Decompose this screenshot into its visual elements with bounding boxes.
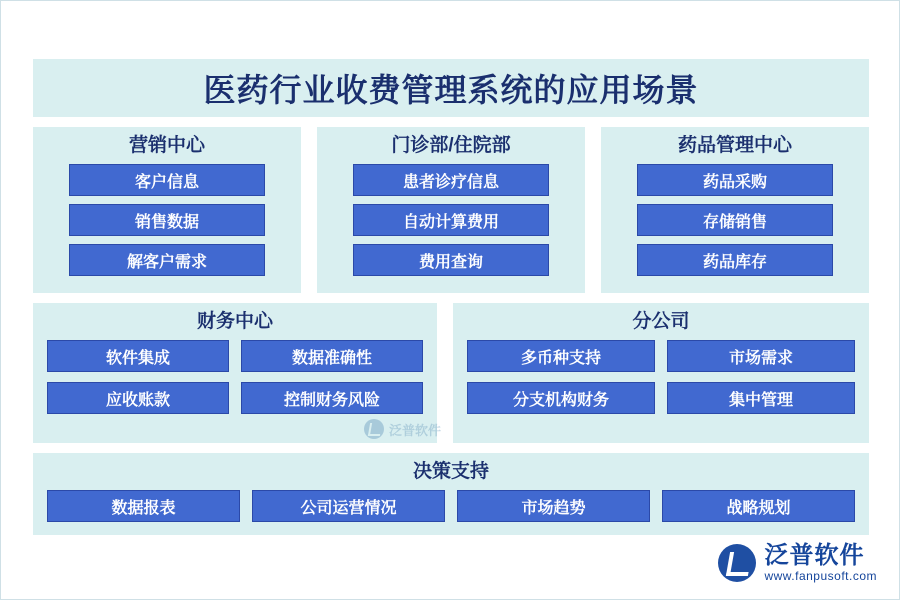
panel-drug-management (601, 127, 869, 293)
panel-finance-heading: 财务中心 (196, 311, 273, 332)
panel-finance-items (33, 340, 437, 414)
chip-item[interactable]: 市场趋势 (457, 490, 650, 522)
panel-marketing-heading: 营销中心 (128, 135, 205, 156)
chip-item[interactable]: 应收账款 (47, 382, 229, 414)
chip-item[interactable]: 销售数据 (69, 204, 265, 236)
panel-branch-company-heading: 分公司 (632, 311, 690, 332)
watermark-text: 泛普软件 (389, 422, 442, 438)
chip-item[interactable]: 药品库存 (637, 244, 833, 276)
logo-icon (718, 544, 756, 582)
chip-item[interactable]: 药品采购 (637, 164, 833, 196)
chip-item[interactable]: 数据准确性 (241, 340, 423, 372)
panel-drug-management-items (601, 164, 869, 276)
page-title: 医药行业收费管理系统的应用场景 (203, 72, 699, 108)
panel-drug-management-heading: 药品管理中心 (677, 135, 792, 156)
panel-decision-support (33, 453, 869, 535)
panel-decision-support-heading: 决策支持 (412, 461, 489, 482)
chip-item[interactable]: 客户信息 (69, 164, 265, 196)
panel-marketing-items (33, 164, 301, 276)
logo-company-name: 泛普软件 (764, 542, 865, 570)
chip-item[interactable]: 控制财务风险 (241, 382, 423, 414)
chip-item[interactable]: 多币种支持 (467, 340, 655, 372)
logo-website-url: www.fanpusoft.com (764, 569, 877, 584)
panel-branch-company-items (453, 340, 869, 414)
chip-item[interactable]: 软件集成 (47, 340, 229, 372)
chip-item[interactable]: 患者诊疗信息 (353, 164, 549, 196)
logo-text-group (764, 543, 877, 583)
chip-item[interactable]: 战略规划 (662, 490, 855, 522)
panel-clinic-items (317, 164, 585, 276)
panel-decision-support-items (33, 490, 869, 522)
chip-item[interactable]: 存储销售 (637, 204, 833, 236)
panel-branch-company (453, 303, 869, 443)
chip-item[interactable]: 公司运营情况 (252, 490, 445, 522)
chip-item[interactable]: 解客户需求 (69, 244, 265, 276)
page-title-band (33, 59, 869, 117)
chip-item[interactable]: 数据报表 (47, 490, 240, 522)
chip-item[interactable]: 分支机构财务 (467, 382, 655, 414)
chip-item[interactable]: 费用查询 (353, 244, 549, 276)
panel-finance (33, 303, 437, 443)
panel-clinic-heading: 门诊部/住院部 (391, 135, 511, 156)
chip-item[interactable]: 集中管理 (667, 382, 855, 414)
panel-marketing (33, 127, 301, 293)
company-logo (718, 543, 877, 583)
chip-item[interactable]: 自动计算费用 (353, 204, 549, 236)
chip-item[interactable]: 市场需求 (667, 340, 855, 372)
panel-clinic (317, 127, 585, 293)
